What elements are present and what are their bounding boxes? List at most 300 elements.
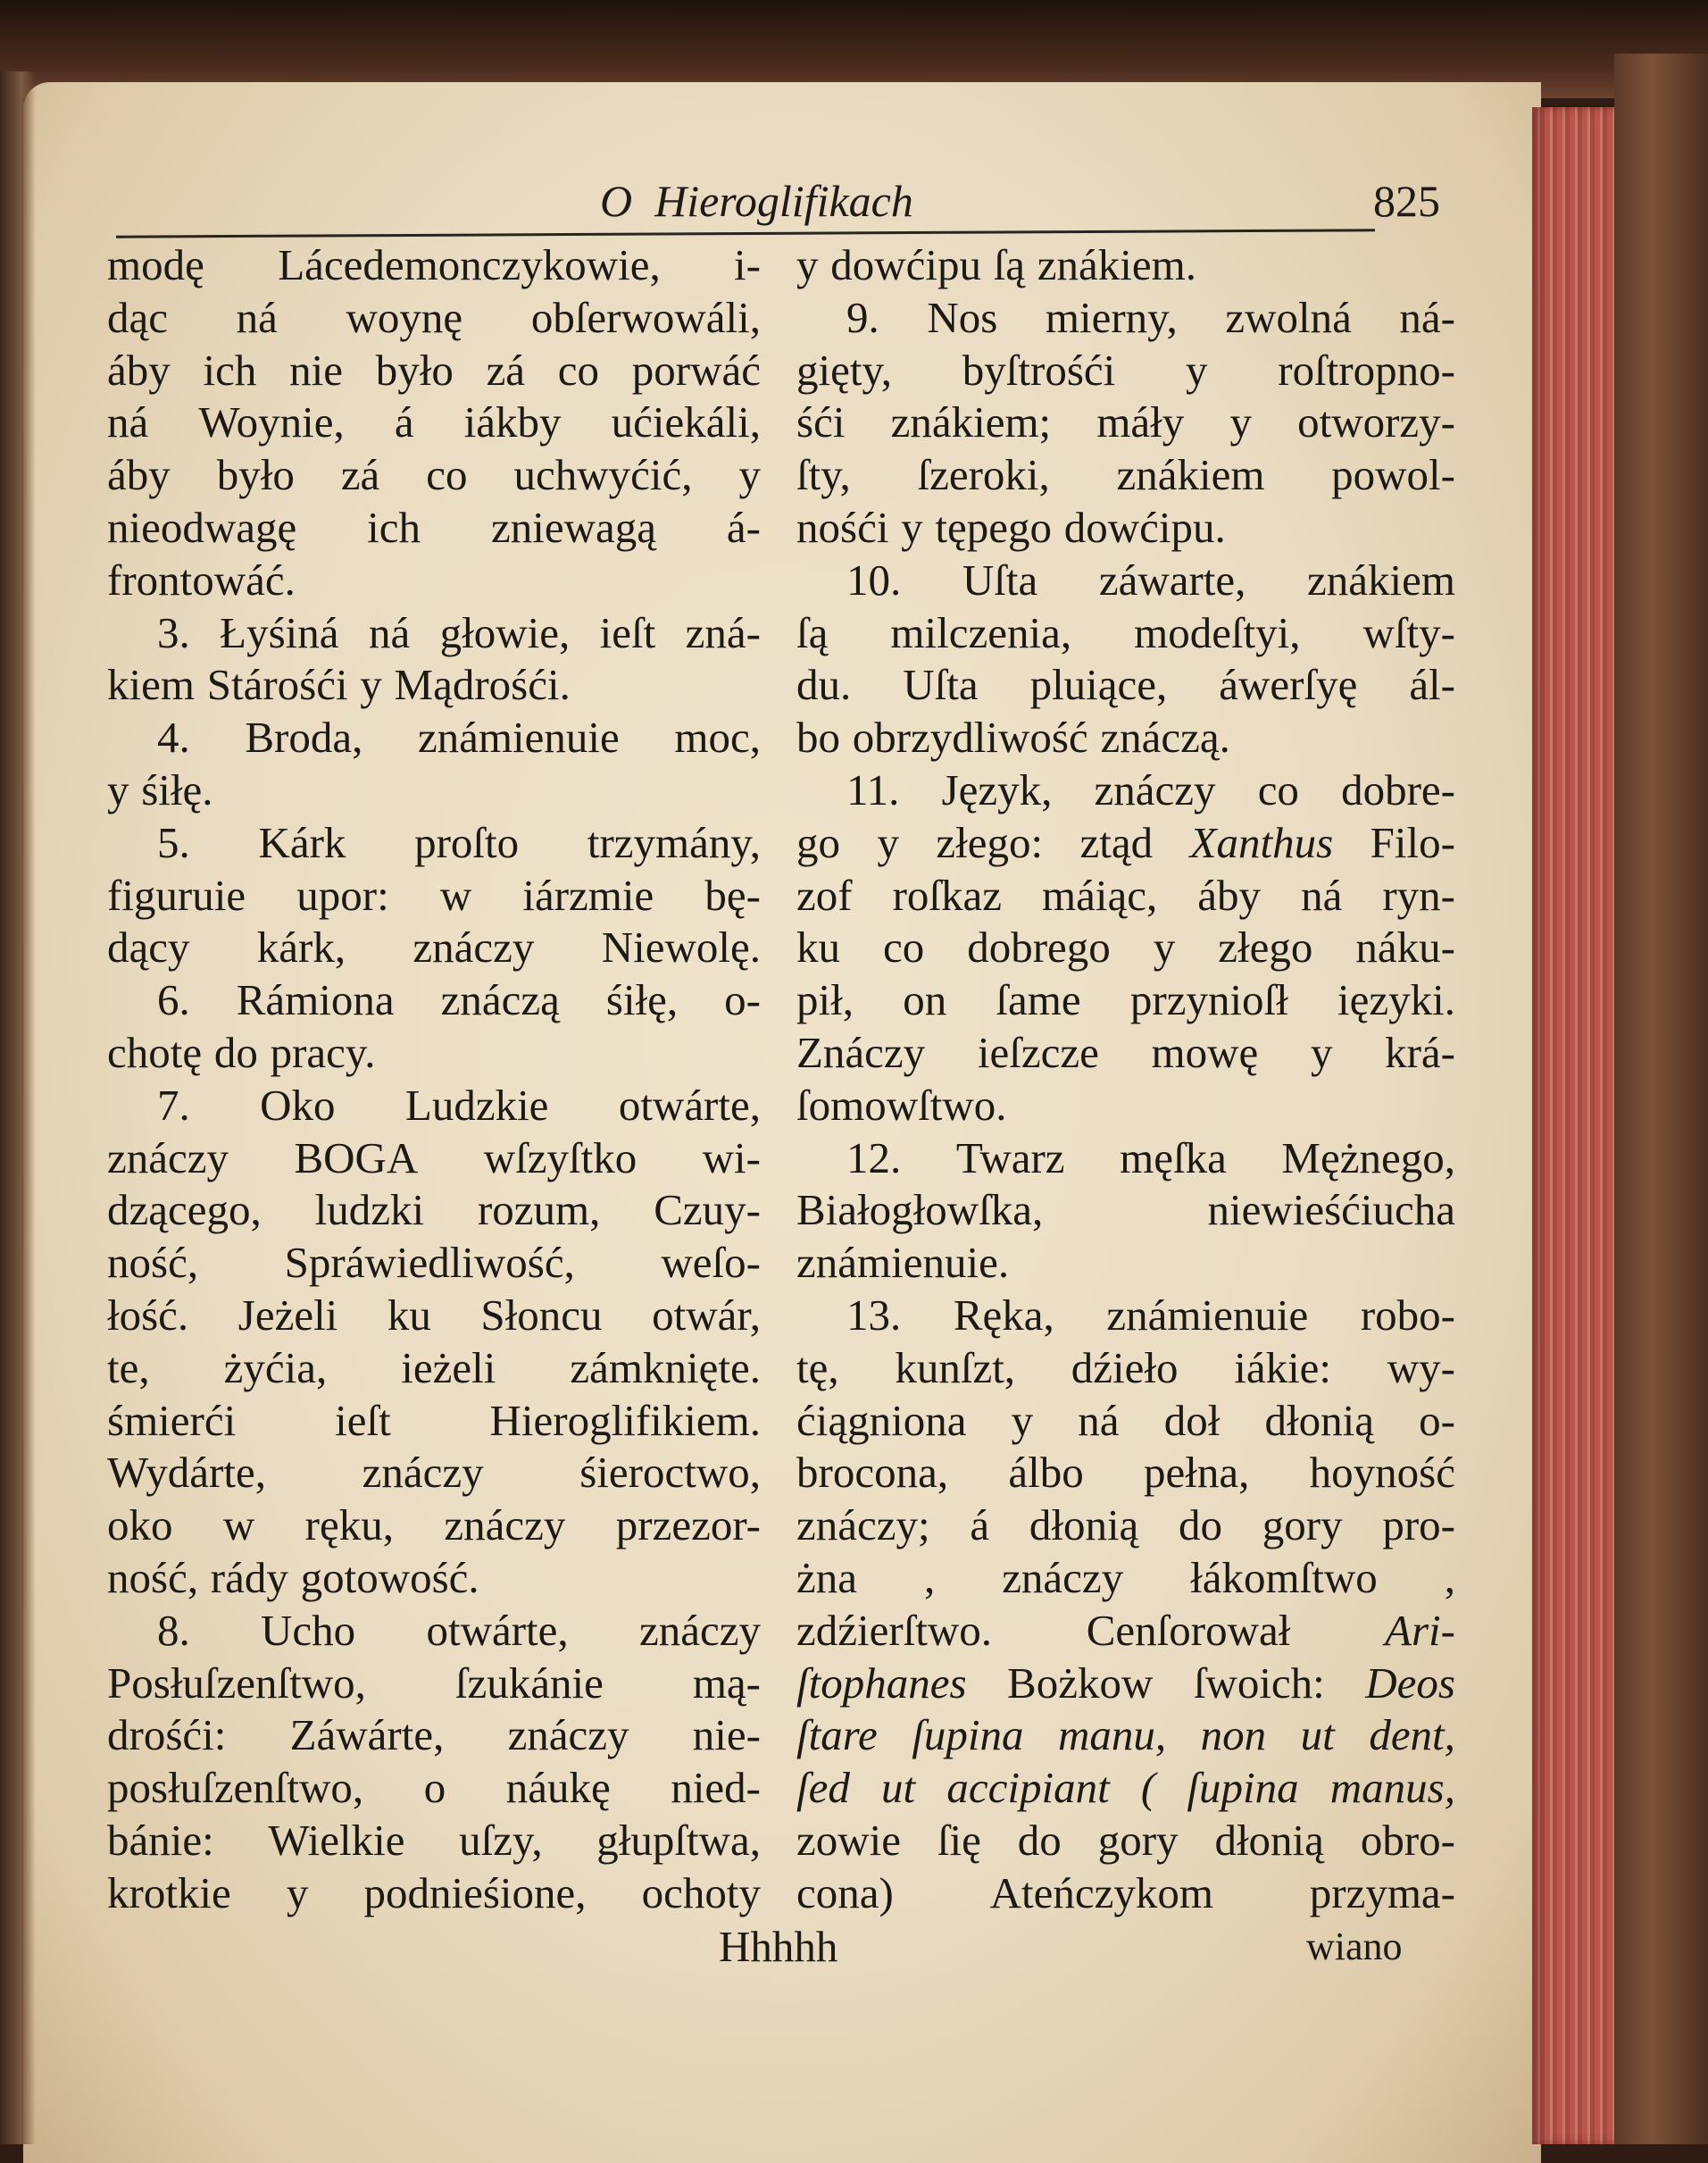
word: kiem: [107, 660, 195, 710]
word: ná-: [1399, 292, 1455, 342]
word: trzymány,: [587, 817, 761, 867]
word: gory: [1262, 1500, 1343, 1550]
word: do: [213, 1027, 258, 1077]
word: Filo-: [1370, 817, 1455, 867]
word: uchwyćić,: [513, 450, 693, 500]
word: nied-: [671, 1763, 761, 1813]
word: obrzydliwość: [852, 713, 1088, 763]
word: y: [1310, 1027, 1333, 1077]
word: máiąc,: [1042, 870, 1158, 920]
word: náukę: [505, 1763, 611, 1813]
word: o-: [724, 975, 761, 1025]
word: iárzmie: [522, 870, 654, 920]
word: dźieło: [1071, 1342, 1179, 1392]
text-line: [796, 1605, 1455, 1658]
word: ieſt: [335, 1395, 391, 1445]
word: tępego: [935, 502, 1052, 552]
word: Twarz: [955, 1132, 1065, 1182]
text-line: [796, 1762, 1455, 1815]
text-line: [796, 974, 1455, 1027]
word: dłonią: [1214, 1815, 1324, 1865]
word: Stárośći: [206, 660, 348, 710]
text-line: [107, 1080, 761, 1132]
text-line: [107, 1027, 761, 1080]
word: 3.: [157, 607, 190, 657]
left-text-column: [107, 239, 761, 1920]
word: 4.: [157, 713, 190, 763]
text-line: [107, 922, 761, 974]
word: ność,: [107, 1238, 199, 1288]
word: śmierći: [107, 1395, 237, 1445]
word: ſomowſtwo.: [796, 1080, 1007, 1130]
italic-word: dent,: [1369, 1710, 1455, 1760]
word: dłonią: [1029, 1500, 1139, 1550]
word: zdźierſtwo.: [796, 1605, 993, 1655]
word: znákiem;: [890, 397, 1052, 447]
word: ál-: [1409, 660, 1455, 710]
word: álbo: [1008, 1448, 1084, 1498]
word: y: [1153, 923, 1176, 973]
word: figuruie: [107, 870, 246, 920]
word: zwolná: [1225, 292, 1352, 342]
text-line: [107, 1658, 761, 1710]
text-line: [107, 239, 761, 292]
word: mierny,: [1045, 292, 1178, 342]
word: frontowáć.: [107, 555, 296, 605]
word: do: [1017, 1815, 1062, 1865]
text-line: [107, 1867, 761, 1920]
word: 7.: [157, 1080, 190, 1130]
word: Wielkie: [268, 1815, 405, 1865]
word: pracy.: [270, 1027, 376, 1077]
word: áby: [1197, 870, 1262, 920]
word: co: [557, 345, 600, 395]
text-line: [107, 659, 761, 712]
word: bo: [796, 713, 840, 763]
word: y: [1229, 397, 1252, 447]
word: ná: [1301, 870, 1343, 920]
word: ku: [796, 923, 840, 973]
word: znáczy;: [796, 1500, 930, 1550]
word: zá: [340, 450, 380, 500]
word: powol-: [1331, 450, 1455, 500]
word: 13.: [846, 1290, 902, 1340]
text-line: [107, 1395, 761, 1448]
book-gutter: [0, 71, 36, 2144]
word: ręku,: [304, 1500, 394, 1550]
word: ná: [1078, 1395, 1120, 1445]
word: krotkie: [107, 1867, 231, 1917]
word: nieodwagę: [107, 502, 297, 552]
word: Niewolę.: [601, 923, 761, 973]
word: pełna,: [1144, 1448, 1250, 1498]
page-number: 825: [1373, 176, 1440, 226]
word: Oko: [260, 1080, 336, 1130]
word: BOGA: [294, 1132, 419, 1182]
word: milczenia,: [890, 607, 1072, 657]
word: zá: [486, 345, 526, 395]
word: á: [970, 1500, 990, 1550]
word: dłonią: [1264, 1395, 1374, 1445]
word: ność,: [107, 1552, 199, 1602]
word: y: [901, 502, 923, 552]
italic-word: ſupina: [1187, 1763, 1299, 1813]
word: Woynie,: [198, 397, 345, 447]
word: y: [738, 450, 761, 500]
word: te,: [107, 1342, 150, 1392]
word: Wydárte,: [107, 1448, 266, 1498]
word: otworzy-: [1297, 397, 1455, 447]
word: śieroctwo,: [579, 1448, 761, 1498]
word: posłuſzenſtwo,: [107, 1763, 364, 1813]
word: dowćipu: [830, 240, 981, 289]
word: śiłę,: [605, 975, 679, 1025]
word: ieſt: [599, 607, 656, 657]
word: moc,: [674, 713, 761, 763]
text-line: [796, 1499, 1455, 1552]
word: Ludzkie: [404, 1080, 549, 1130]
word: hoyność: [1309, 1448, 1455, 1498]
text-line: [796, 555, 1455, 607]
word: otwárte,: [426, 1605, 569, 1655]
word: cona): [796, 1867, 894, 1917]
text-line: [107, 712, 761, 764]
text-line: [796, 659, 1455, 712]
word: kárk,: [256, 923, 346, 973]
word: pro-: [1382, 1500, 1455, 1550]
text-line: [107, 449, 761, 502]
word: Záwárte,: [289, 1710, 445, 1760]
word: Ręka,: [953, 1290, 1054, 1340]
word: Cenſorował: [1086, 1605, 1291, 1655]
word: Broda,: [245, 713, 363, 763]
catchword: wiano: [1306, 1925, 1403, 1968]
word: nośći: [796, 502, 889, 552]
text-line: [107, 1132, 761, 1185]
word: złego:: [936, 817, 1044, 867]
text-line: [796, 607, 1455, 660]
word: uſzy,: [459, 1815, 543, 1865]
italic-word: Ari-: [1385, 1605, 1455, 1655]
word: krá-: [1385, 1027, 1455, 1077]
word: ćiągniona: [796, 1395, 967, 1445]
text-line: [107, 1762, 761, 1815]
word: głupſtwa,: [596, 1815, 761, 1865]
word: byſtrośći: [962, 345, 1116, 395]
text-line: [796, 922, 1455, 974]
word: znáczą.: [1100, 713, 1230, 763]
text-line: [107, 1709, 761, 1762]
word: żna: [796, 1552, 857, 1602]
italic-word: Xanthus: [1189, 817, 1334, 867]
word: go: [796, 817, 840, 867]
word: modę: [107, 240, 204, 289]
text-line: [107, 1237, 761, 1290]
word: bánie:: [107, 1815, 214, 1865]
word: robo-: [1360, 1290, 1455, 1340]
word: ryn-: [1382, 870, 1455, 920]
book-cover-edge: [1614, 54, 1708, 2144]
text-line: [796, 870, 1455, 923]
word: znákiem: [1116, 450, 1265, 500]
word: Hieroglifikiem.: [489, 1395, 761, 1445]
text-line: [796, 1290, 1455, 1342]
word: Łyśiná: [220, 607, 339, 657]
word: woynę: [346, 292, 463, 342]
text-line: [107, 1447, 761, 1499]
word: do: [1179, 1500, 1223, 1550]
word: mowę: [1151, 1027, 1259, 1077]
word: dzącego,: [107, 1185, 262, 1235]
text-line: [107, 397, 761, 449]
italic-word: ſtophanes: [796, 1658, 967, 1708]
word: iákie:: [1234, 1342, 1332, 1392]
italic-word: ſupina: [912, 1710, 1024, 1760]
word: ſą: [993, 240, 1026, 289]
italic-word: ut: [1300, 1710, 1335, 1760]
text-line: [796, 292, 1455, 345]
text-line: [796, 345, 1455, 397]
word: nie: [289, 345, 343, 395]
word: zniewagą: [490, 502, 656, 552]
word: wſzyſtko: [483, 1132, 637, 1182]
word: Bożkow: [1007, 1658, 1154, 1708]
word: obro-: [1360, 1815, 1455, 1865]
word: 8.: [157, 1605, 190, 1655]
word: du.: [796, 660, 852, 710]
word: przyma-: [1309, 1867, 1455, 1917]
text-line: [796, 1867, 1455, 1920]
text-line: [796, 1552, 1455, 1605]
word: w: [222, 1500, 255, 1550]
word: ſię: [937, 1815, 981, 1865]
word: y: [1011, 1395, 1034, 1445]
text-line: [107, 1290, 761, 1342]
italic-word: manu,: [1058, 1710, 1167, 1760]
word: znáczą: [440, 975, 560, 1025]
italic-word: ſtare: [796, 1710, 878, 1760]
text-line: [796, 449, 1455, 502]
text-line: [796, 1184, 1455, 1237]
text-line: [796, 1132, 1455, 1185]
word: ich: [367, 502, 421, 552]
word: iákby: [463, 397, 562, 447]
word: pluiące,: [1029, 660, 1168, 710]
word: roſkaz: [892, 870, 1003, 920]
word: ,: [1444, 1552, 1455, 1602]
word: upor:: [296, 870, 389, 920]
word: zof: [796, 870, 853, 920]
word: co: [1257, 764, 1299, 814]
word: złego: [1218, 923, 1313, 973]
word: bę-: [704, 870, 761, 920]
word: á-: [726, 502, 761, 552]
word: známienuie: [417, 713, 620, 763]
word: ućiekáli,: [611, 397, 761, 447]
word: ku: [387, 1290, 431, 1340]
word: á: [394, 397, 414, 447]
word: wi-: [702, 1132, 761, 1182]
word: áby: [107, 450, 171, 500]
page-stack-edges: [1532, 107, 1616, 2144]
italic-word: non: [1200, 1710, 1267, 1760]
word: ná: [236, 292, 278, 342]
word: 12.: [846, 1132, 902, 1182]
word: było: [375, 345, 454, 395]
word: ſwoich:: [1193, 1658, 1325, 1708]
text-line: [107, 292, 761, 345]
word: rády: [210, 1552, 288, 1602]
word: ſzukánie: [454, 1658, 604, 1708]
word: brocona,: [796, 1448, 949, 1498]
text-line: [107, 1605, 761, 1658]
text-line: [796, 1080, 1455, 1132]
text-line: [796, 1709, 1455, 1762]
italic-word: accipiant: [946, 1763, 1110, 1813]
text-line: [796, 239, 1455, 292]
text-line: [107, 607, 761, 660]
word: o: [423, 1763, 446, 1813]
word: gięty,: [796, 345, 893, 395]
word: śiłę.: [141, 764, 213, 814]
word: rozum,: [477, 1185, 601, 1235]
word: gotowość.: [300, 1552, 479, 1602]
text-line: [796, 1342, 1455, 1395]
text-line: [107, 502, 761, 555]
word: y: [796, 240, 819, 289]
word: co: [426, 450, 468, 500]
word: záwarte,: [1098, 555, 1246, 605]
word: porwáć: [631, 345, 761, 395]
text-line: [796, 1447, 1455, 1499]
word: ieżeli: [401, 1342, 496, 1392]
word: on: [903, 975, 947, 1025]
word: ſą: [796, 607, 829, 657]
word: przynioſł: [1129, 975, 1288, 1025]
word: nie-: [692, 1710, 761, 1760]
word: Jeżeli: [237, 1290, 338, 1340]
word: znákiem: [1307, 555, 1455, 605]
italic-word: (: [1140, 1763, 1156, 1813]
text-line: [107, 1552, 761, 1605]
word: áby: [107, 345, 171, 395]
text-line: [107, 555, 761, 607]
text-line: [796, 502, 1455, 555]
word: doł: [1163, 1395, 1221, 1445]
word: otwár,: [652, 1290, 761, 1340]
italic-word: ut: [881, 1763, 916, 1813]
word: 11.: [846, 764, 900, 814]
word: co: [882, 923, 925, 973]
signature-mark: Hhhhh: [719, 1922, 838, 1971]
word: Uſta: [903, 660, 979, 710]
word: ſame: [996, 975, 1081, 1025]
word: Nos: [927, 292, 998, 342]
word: modeſtyi,: [1134, 607, 1301, 657]
word: gory: [1097, 1815, 1179, 1865]
word: w: [439, 870, 472, 920]
text-line: [796, 1237, 1455, 1290]
word: znáczy: [107, 1132, 229, 1182]
word: zámknięte.: [570, 1342, 761, 1392]
word: ochoty: [641, 1867, 761, 1917]
text-line: [107, 1815, 761, 1867]
word: ludzki: [314, 1185, 425, 1235]
italic-word: ſed: [796, 1763, 850, 1813]
word: znáczy: [638, 1605, 761, 1655]
word: proſto: [414, 817, 520, 867]
word: wy-: [1387, 1342, 1455, 1392]
text-line: [107, 817, 761, 870]
word: ,: [923, 1552, 936, 1602]
word: dący: [107, 923, 190, 973]
word: znáczy: [444, 1500, 566, 1550]
word: oko: [107, 1500, 173, 1550]
word: o-: [1419, 1395, 1455, 1445]
word: známienuie.: [796, 1238, 1010, 1288]
word: ich: [203, 345, 257, 395]
word: 9.: [846, 292, 879, 342]
word: 6.: [157, 975, 190, 1025]
word: 5.: [157, 817, 190, 867]
text-line: [107, 1184, 761, 1237]
word: śći: [796, 397, 846, 447]
word: było: [216, 450, 295, 500]
word: znáczy: [412, 923, 535, 973]
text-line: [796, 1395, 1455, 1448]
word: Znáczy: [796, 1027, 926, 1077]
word: Mężnego,: [1281, 1132, 1455, 1182]
word: tę,: [796, 1342, 839, 1392]
word: znáczy: [507, 1710, 629, 1760]
word: ſty,: [796, 450, 851, 500]
text-line: [107, 870, 761, 923]
text-line: [796, 1658, 1455, 1710]
word: známienuie: [1106, 1290, 1309, 1340]
word: y: [286, 1867, 309, 1917]
word: y: [877, 817, 899, 867]
word: dowćipu.: [1063, 502, 1226, 552]
word: Ucho: [261, 1605, 356, 1655]
word: łákomſtwo: [1190, 1552, 1378, 1602]
word: niewieśćiucha: [1207, 1185, 1455, 1235]
word: chotę: [107, 1027, 203, 1077]
word: Kárk: [258, 817, 346, 867]
word: y: [360, 660, 382, 710]
word: dąc: [107, 292, 168, 342]
word: znákiem.: [1037, 240, 1197, 289]
word: weſo-: [661, 1238, 761, 1288]
word: y: [107, 764, 129, 814]
word: zná-: [685, 607, 761, 657]
word: głowie,: [439, 607, 571, 657]
italic-word: Deos: [1365, 1658, 1455, 1708]
text-line: [796, 712, 1455, 764]
text-line: [107, 764, 761, 817]
word: znáczy: [1002, 1552, 1124, 1602]
word: łość.: [107, 1290, 189, 1340]
word: y: [1186, 345, 1208, 395]
text-line: [796, 397, 1455, 449]
word: Ateńczykom: [989, 1867, 1213, 1917]
word: Posłuſzenſtwo,: [107, 1658, 366, 1708]
word: ná: [368, 607, 411, 657]
word: Mądrośći.: [394, 660, 571, 710]
text-line: [796, 817, 1455, 870]
word: ſzeroki,: [917, 450, 1050, 500]
word: zowie: [796, 1815, 901, 1865]
word: roſtropno-: [1278, 345, 1455, 395]
